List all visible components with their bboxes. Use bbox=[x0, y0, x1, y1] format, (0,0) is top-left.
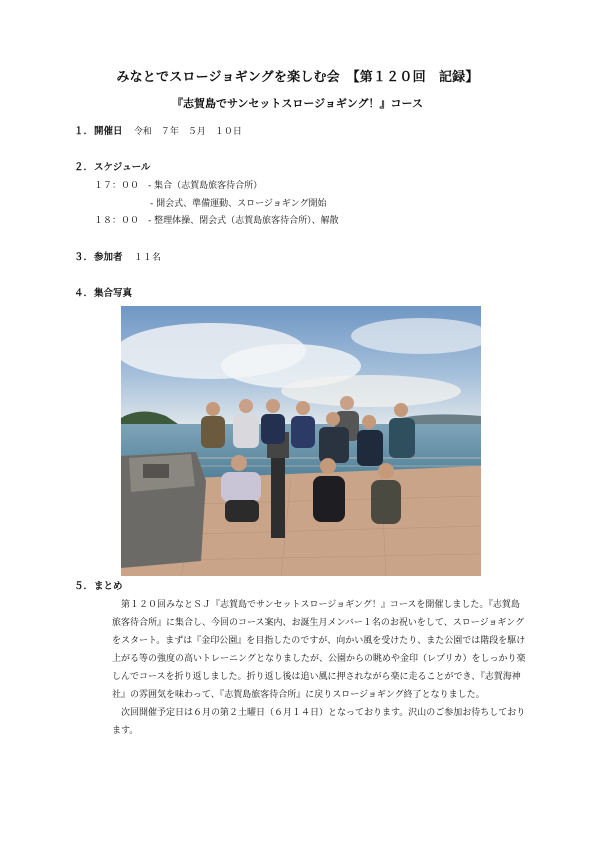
participants-value: １１名 bbox=[133, 253, 161, 263]
date-value: 令和 ７年 ５月 １０日 bbox=[133, 127, 242, 137]
section-schedule bbox=[74, 159, 150, 173]
section-heading: 開催日 bbox=[94, 126, 123, 137]
section-summary bbox=[74, 578, 123, 592]
section-number: ３． bbox=[74, 252, 94, 263]
section-heading: スケジュール bbox=[94, 162, 151, 173]
schedule-item: １７：００ - 集合（志賀島旅客待合所） bbox=[94, 181, 263, 191]
section-date bbox=[74, 123, 242, 137]
section-participants bbox=[74, 249, 161, 263]
section-number: ２． bbox=[74, 162, 94, 173]
schedule-item: １８：００ - 整理体操、閉会式（志賀島旅客待合所）、解散 bbox=[94, 216, 339, 226]
summary-body bbox=[112, 596, 528, 740]
section-photo bbox=[74, 285, 132, 299]
summary-paragraph: 第１２０回みなとＳＪ『志賀島でサンセットスロージョギング！』コースを開催しました。『志賀島旅客待合所』に集合し、今回のコース案内、お誕生月メンバー１名のお祝いをして、スロージョギングをスタート。まずは『金印公園』を目指したのですが、向かい風を受けたり、また公園では階段を駆け上がる等の強度の高いトレーニングとなりましたが、公園からの眺めや金印（レプリカ）をしっかり楽しんでコースを折り返しました。折り返し後は追い風に押されながら楽に走ることができ、『志賀海神社』の雰囲気を味わって、『志賀島旅客待合所』に戻りスロージョギング終了となりました。 bbox=[112, 600, 526, 700]
section-heading: 参加者 bbox=[94, 252, 123, 263]
section-number: ５． bbox=[74, 581, 94, 592]
section-number: ４． bbox=[74, 288, 94, 299]
page-subtitle: 『志賀島でサンセットスロージョギング！』コース bbox=[171, 97, 424, 110]
page-title: みなとでスロージョギングを楽しむ会 【第１２０回 記録】 bbox=[116, 70, 479, 85]
schedule-item: - 開会式、準備運動、スロージョギング開始 bbox=[150, 199, 327, 209]
section-number: １． bbox=[74, 126, 94, 137]
group-photo bbox=[121, 306, 481, 576]
section-heading: 集合写真 bbox=[94, 288, 133, 299]
summary-paragraph: 次回開催予定日は６月の第２土曜日（６月１４日）となっております。沢山のご参加お待ちしております。 bbox=[112, 708, 526, 736]
section-heading: まとめ bbox=[94, 581, 123, 592]
